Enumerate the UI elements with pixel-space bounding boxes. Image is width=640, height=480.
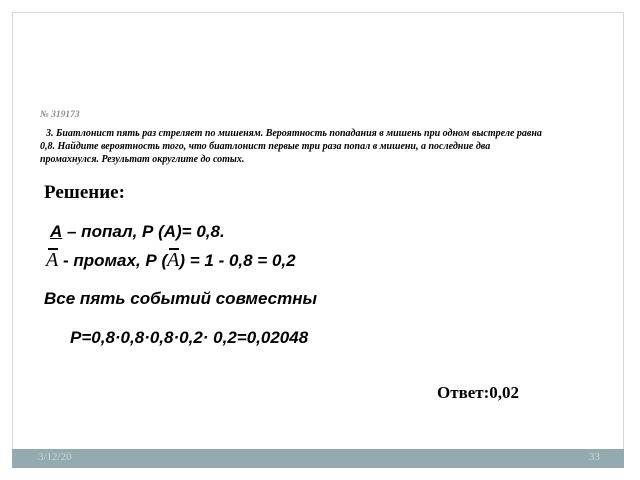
problem-id: № 319173: [40, 110, 80, 120]
event-definition-text: – попал, Р (А)= 0,8.: [62, 222, 225, 241]
problem-line-2: 0,8. Найдите вероятность того, что биатлонист первые три раза попал в мишени, а последние два: [40, 141, 491, 152]
footer-bar: [12, 449, 624, 468]
complement-text-1: - промах, Р (: [58, 251, 168, 270]
complement-symbol: A: [46, 249, 59, 271]
problem-text: [40, 127, 580, 166]
probability-formula: Р=0,8·0,8·0,8·0,2· 0,2=0,02048: [70, 328, 309, 347]
independence-note: Все пять событий совместны: [44, 289, 318, 308]
problem-line-1: 3. Биатлонист пять раз стреляет по мишеням. Вероятность попадания в мишень при одном выстреле равна: [46, 128, 542, 139]
complement-text-2: ) = 1 - 0,8 = 0,2: [179, 251, 296, 270]
event-definition: [50, 222, 225, 242]
slide-number: 33: [589, 451, 600, 463]
problem-line-3: промахнулся. Результат округлите до сотых.: [40, 154, 245, 165]
answer: Ответ:0,02: [437, 383, 520, 402]
event-letter: А: [50, 222, 63, 241]
solution-heading: Решение:: [44, 182, 125, 203]
complement-definition: [46, 249, 296, 272]
footer-date: 3/12/20: [38, 451, 72, 463]
complement-symbol-inline: A: [167, 249, 180, 271]
